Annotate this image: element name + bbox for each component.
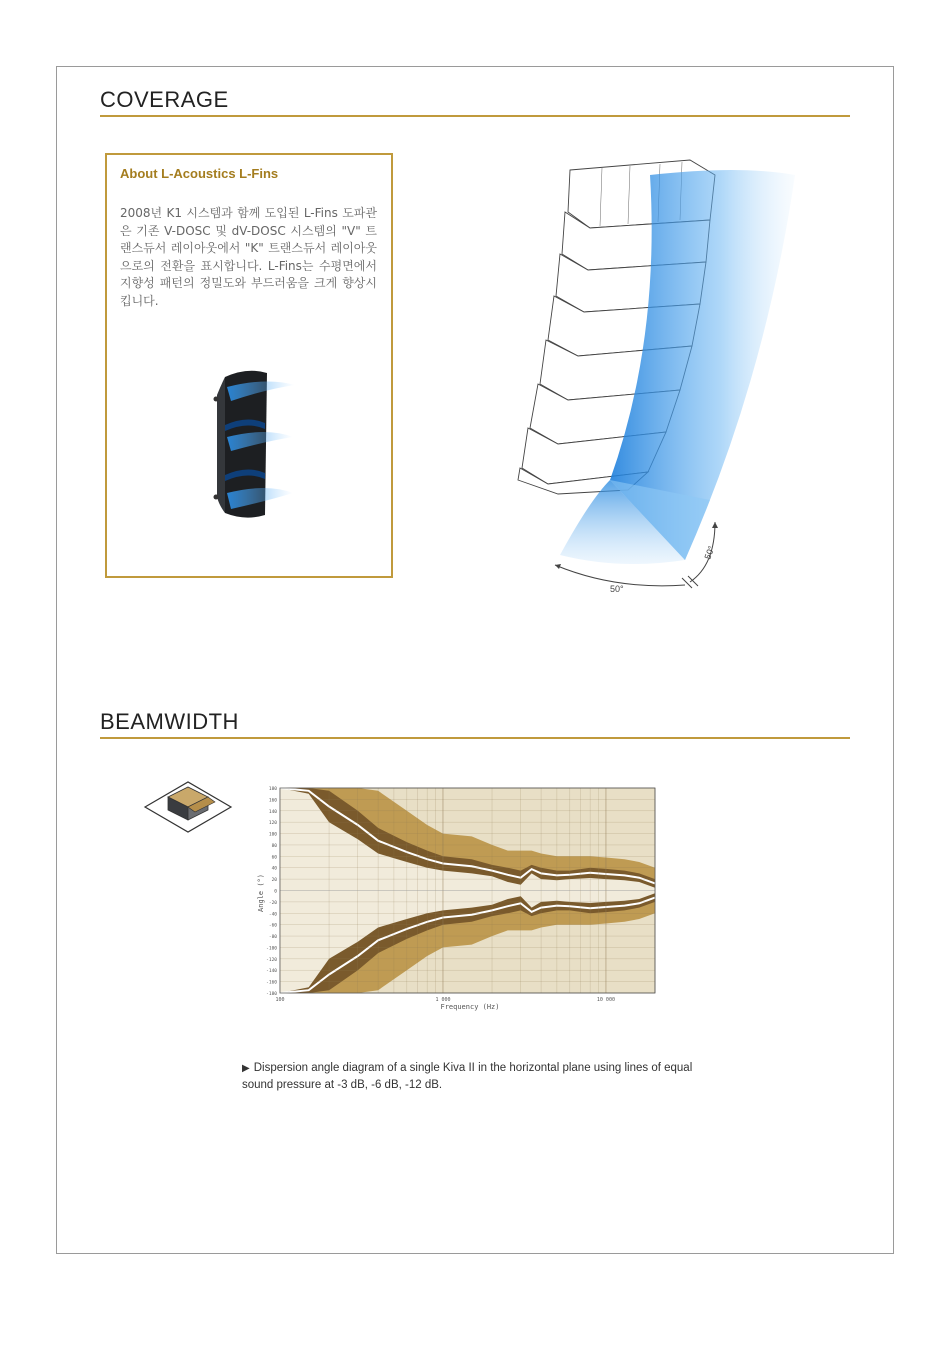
y-tick-label: 80 [271,843,277,849]
x-tick-label: 1 000 [435,997,451,1003]
y-tick-label: -80 [268,935,277,941]
y-tick-label: -20 [268,900,277,906]
y-tick-label: -40 [268,912,277,918]
caption-arrow-icon: ▶ [242,1063,250,1074]
y-tick-label: 160 [268,798,277,804]
lfins-info-text: 2008년 K1 시스템과 함께 도입된 L-Fins 도파관은 기존 V-DOSC 및 dV-DOSC 시스템의 "V" 트랜스듀서 레이아웃에서 "K" 트랜스듀서 레이아웃으로의 전환을 표시합니다. L-Fins는 수평면에서 지향성 패턴의 정밀도와 부드러움을 크게 향상시킵니다. [120,206,377,308]
line-array-coverage-diagram [510,150,810,600]
y-tick-label: 0 [274,889,277,895]
y-tick-label: -120 [266,957,277,963]
y-tick-label: 120 [268,821,277,827]
beamwidth-rule [100,737,850,739]
y-tick-label: -60 [268,923,277,929]
lfins-waveguide-illustration [207,365,297,525]
y-tick-label: -180 [266,992,277,997]
y-tick-label: 20 [271,878,277,884]
y-tick-label: -160 [266,980,277,986]
horizontal-angle-label: 50° [610,584,624,594]
coverage-rule [100,115,850,117]
beamwidth-caption [242,1060,722,1093]
horizontal-plane-icon [143,780,233,835]
coverage-title: COVERAGE [100,87,229,112]
y-tick-label: 60 [271,855,277,861]
y-tick-label: -140 [266,969,277,975]
lfins-info-title: About L-Acoustics L-Fins [120,166,279,181]
vertical-angle-label: 50° [702,544,717,561]
y-tick-label: 100 [268,832,277,838]
chart-xlabel: Frequency (Hz) [440,1003,500,1011]
y-tick-label: -100 [266,946,277,952]
x-tick-label: 10 000 [596,997,615,1003]
y-tick-label: 40 [271,866,277,872]
lfins-info-box [105,153,393,578]
x-tick-label: 100 [275,997,285,1003]
chart-ylabel: Angle (°) [257,874,265,912]
beamwidth-title: BEAMWIDTH [100,709,239,734]
beamwidth-chart [255,783,665,1015]
beamwidth-caption-text: Dispersion angle diagram of a single Kiva II in the horizontal plane using lines of equal sound pressure at -3 dB, -6 dB, -12 dB. [242,1062,693,1091]
y-tick-label: 180 [268,787,277,792]
y-tick-label: 140 [268,809,277,815]
